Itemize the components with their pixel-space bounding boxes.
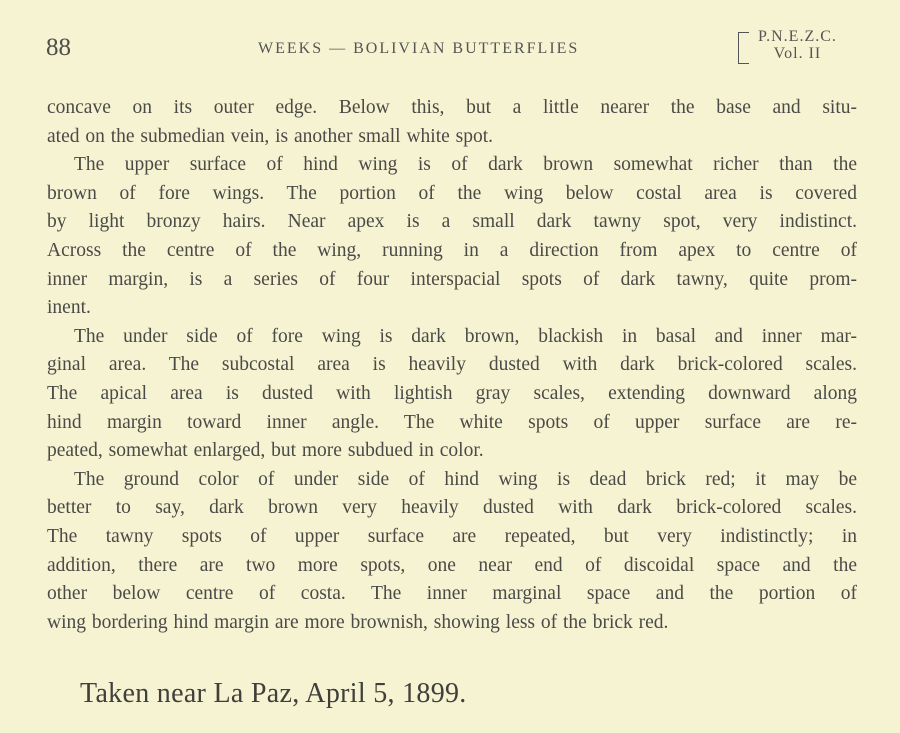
running-title: WEEKS — BOLIVIAN BUTTERFLIES [258, 40, 580, 57]
text-line: better to say, dark brown very heavily dusted with dark brick-colored scales. [47, 497, 857, 519]
journal-reference [758, 28, 837, 62]
text-line: wing bordering hind margin are more brownish, showing less of the brick red. [47, 611, 669, 633]
body-text [47, 94, 857, 637]
bracket-mark [738, 32, 749, 64]
text-line: hind margin toward inner angle. The white spots of upper surface are re- [47, 411, 857, 433]
text-line: Across the centre of the wing, running in a direction from apex to centre of [47, 239, 857, 261]
text-line: other below centre of costa. The inner marginal space and the portion of [47, 583, 857, 605]
text-line: ginal area. The subcostal area is heavily dusted with dark brick-colored scales. [47, 354, 857, 376]
text-line: The upper surface of hind wing is of dark brown somewhat richer than the [74, 154, 857, 176]
text-line: ated on the submedian vein, is another small white spot. [47, 125, 494, 147]
text-line: The under side of fore wing is dark brown, blackish in basal and inner mar- [74, 325, 857, 347]
text-line: The ground color of under side of hind wing is dead brick red; it may be [74, 468, 857, 490]
text-line: addition, there are two more spots, one near end of discoidal space and the [47, 554, 857, 576]
collection-note: Taken near La Paz, April 5, 1899. [80, 678, 467, 709]
text-line: concave on its outer edge. Below this, but a little nearer the base and situ- [47, 97, 857, 118]
text-line: peated, somewhat enlarged, but more subdued in color. [47, 440, 484, 462]
text-line: brown of fore wings. The portion of the wing below costal area is covered [47, 182, 857, 204]
page-number: 88 [46, 34, 71, 61]
text-line: inent. [47, 297, 91, 319]
page-header [0, 30, 900, 70]
text-line: inner margin, is a series of four interspacial spots of dark tawny, quite prom- [47, 268, 857, 290]
text-line: by light bronzy hairs. Near apex is a small dark tawny spot, very indistinct. [47, 211, 857, 233]
text-line: The tawny spots of upper surface are repeated, but very indistinctly; in [47, 525, 857, 547]
text-line: The apical area is dusted with lightish gray scales, extending downward along [47, 382, 857, 404]
journal-volume: Vol. II [773, 45, 822, 62]
journal-abbreviation: P.N.E.Z.C. [758, 28, 837, 45]
